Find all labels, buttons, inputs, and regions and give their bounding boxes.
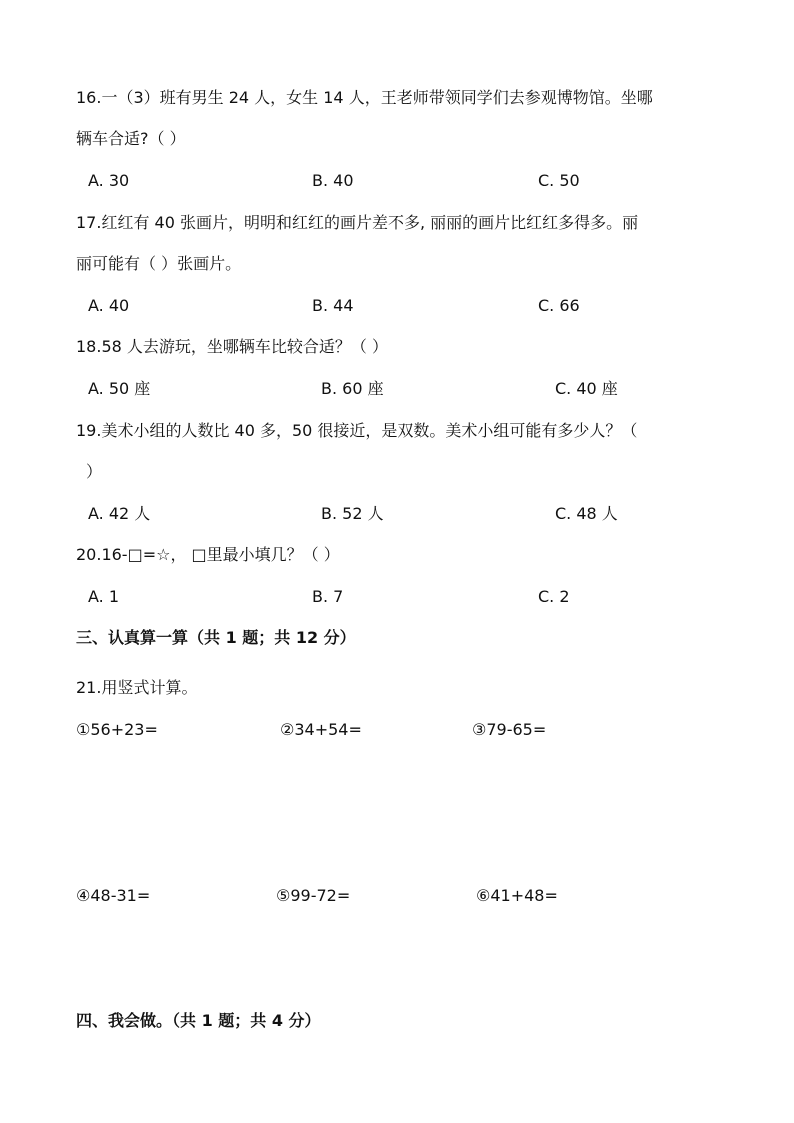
q20-option-a: A. 1: [88, 587, 120, 606]
q18-option-b: B. 60 座: [321, 379, 384, 398]
q20-option-c: C. 2: [538, 587, 570, 606]
section-4-heading: 四、我会做。（共 1 题；共 4 分）: [76, 1011, 321, 1030]
section-3-heading: 三、认真算一算（共 1 题；共 12 分）: [76, 628, 356, 647]
q18-option-a: A. 50 座: [88, 379, 151, 398]
q17-option-a: A. 40: [88, 296, 130, 315]
q16-option-a: A. 30: [88, 171, 130, 190]
q20-option-b: B. 7: [312, 587, 344, 606]
q18-option-c: C. 40 座: [555, 379, 618, 398]
calc-3: ③79-65=: [472, 720, 547, 739]
q16-option-b: B. 40: [312, 171, 354, 190]
calc-5: ⑤99-72=: [276, 886, 351, 905]
calc-2: ②34+54=: [280, 720, 362, 739]
q17-text-line2: 丽可能有（ ）张画片。: [76, 254, 242, 273]
calc-1: ①56+23=: [76, 720, 158, 739]
calc-6: ⑥41+48=: [476, 886, 558, 905]
q21-text: 21.用竖式计算。: [76, 678, 198, 697]
q19-text-line2: ）: [86, 462, 103, 481]
q16-option-c: C. 50: [538, 171, 580, 190]
q20-text-line1: 20.16-□=☆， □里最小填几？（ ）: [76, 545, 340, 564]
q17-option-b: B. 44: [312, 296, 354, 315]
q19-option-c: C. 48 人: [555, 504, 618, 523]
q19-text-line1: 19.美术小组的人数比 40 多，50 很接近，是双数。美术小组可能有多少人？（: [76, 421, 638, 440]
q16-text-line1: 16.一（3）班有男生 24 人，女生 14 人，王老师带领同学们去参观博物馆。坐哪: [76, 88, 653, 107]
calc-4: ④48-31=: [76, 886, 151, 905]
q19-option-b: B. 52 人: [321, 504, 384, 523]
q19-option-a: A. 42 人: [88, 504, 151, 523]
q18-text-line1: 18.58 人去游玩，坐哪辆车比较合适？（ ）: [76, 337, 388, 356]
q17-text-line1: 17.红红有 40 张画片，明明和红红的画片差不多, 丽丽的画片比红红多得多。丽: [76, 213, 639, 232]
q17-option-c: C. 66: [538, 296, 580, 315]
q16-text-line2: 辆车合适?（ ）: [76, 129, 186, 148]
